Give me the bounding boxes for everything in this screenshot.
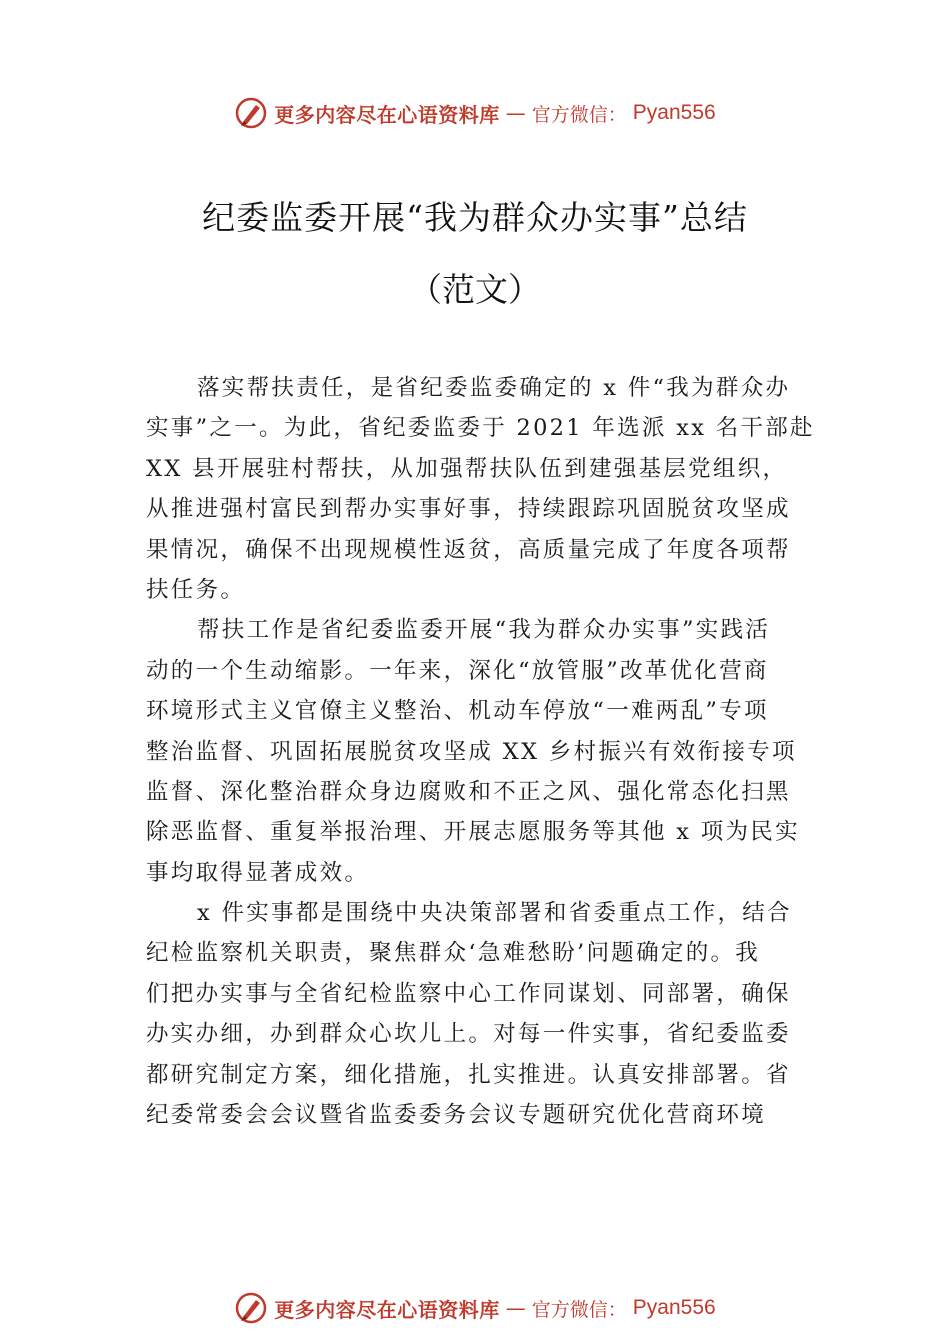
body-line: 扶任务。 <box>146 576 246 603</box>
body-line: 监督、深化整治群众身边腐败和不正之风、强化常态化扫黑 <box>146 778 791 805</box>
body-line: 纪检监察机关职责，聚焦群众‘急难愁盼’问题确定的。我 <box>146 940 761 967</box>
body-line: 都研究制定方案，细化措施，扎实推进。认真安排部署。省 <box>146 1061 791 1088</box>
body-line: 从推进强村富民到帮办实事好事，持续跟踪巩固脱贫攻坚成 <box>146 496 791 523</box>
banner-dash: — <box>505 101 526 125</box>
body-line: 事均取得显著成效。 <box>146 859 370 886</box>
body-line: 除恶监督、重复举报治理、开展志愿服务等其他 x 项为民实 <box>146 819 800 846</box>
body-line: 帮扶工作是省纪委监委开展“我为群众办实事”实践活 <box>197 617 771 644</box>
banner-dash: — <box>505 1296 526 1320</box>
pen-logo-icon <box>234 1291 268 1325</box>
banner-brand: 更多内容尽在心语资料库 <box>274 1297 500 1322</box>
body-line: XX 县开展驻村帮扶，从加强帮扶队伍到建强基层党组织， <box>146 455 788 482</box>
document-subtitle: （范文） <box>409 270 541 309</box>
banner-wechat-label: 官方微信： <box>531 1298 627 1321</box>
header-banner <box>0 93 950 133</box>
body-line: 环境形式主义官僚主义整治、机动车停放“一难两乱”专项 <box>146 698 769 725</box>
banner-account: Pyan556 <box>632 101 716 124</box>
pen-logo-icon <box>234 96 268 130</box>
body-line: 果情况，确保不出现规模性返贫，高质量完成了年度各项帮 <box>146 536 791 563</box>
document-body <box>146 368 816 1135</box>
body-line: 实事”之一。为此，省纪委监委于 2021 年选派 xx 名干部赴 <box>146 415 815 442</box>
body-line: 办实办细，办到群众心坎儿上。对每一件实事，省纪委监委 <box>146 1021 791 1048</box>
body-line: 整治监督、巩固拓展脱贫攻坚成 XX 乡村振兴有效衔接专项 <box>146 738 797 765</box>
banner-account: Pyan556 <box>632 1296 716 1319</box>
document-title: 纪委监委开展“我为群众办实事”总结 <box>202 198 748 237</box>
body-line: 纪委常委会会议暨省监委委务会议专题研究优化营商环境 <box>146 1102 767 1129</box>
body-line: x 件实事都是围绕中央决策部署和省委重点工作，结合 <box>197 900 792 927</box>
body-line: 们把办实事与全省纪检监察中心工作同谋划、同部署，确保 <box>146 980 791 1007</box>
footer-banner <box>0 1288 950 1328</box>
body-line: 动的一个生动缩影。一年来，深化“放管服”改革优化营商 <box>146 657 769 684</box>
body-line: 落实帮扶责任，是省纪委监委确定的 x 件“我为群众办 <box>197 375 791 401</box>
banner-wechat-label: 官方微信： <box>531 103 627 126</box>
banner-brand: 更多内容尽在心语资料库 <box>274 102 500 127</box>
